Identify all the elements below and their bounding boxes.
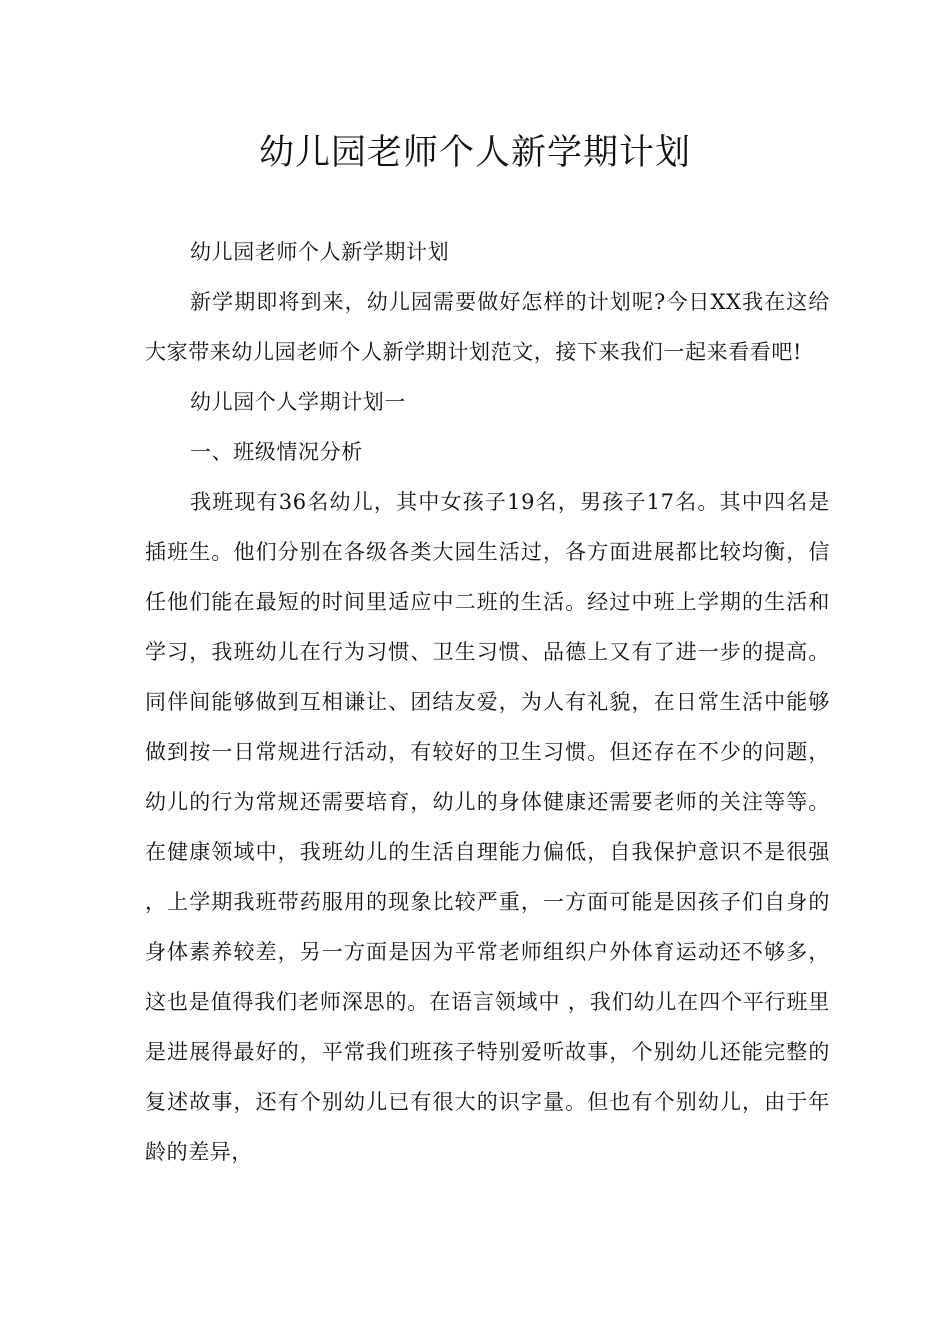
document-title: 幼儿园老师个人新学期计划 bbox=[258, 133, 691, 173]
paragraph-class-analysis: 我班现有36名幼儿，其中女孩子19名，男孩子17名。其中四名是插班生。他们分别在各级各类大园生活过，各方面进展都比较均衡，信任他们能在最短的时间里适应中二班的生活。经过中班上学期的生活和学习，我班幼儿在行为习惯、卫生习惯、品德上又有了进一步的提高。同伴间能够做到互相谦让、团结友爱，为人有礼貌，在日常生活中能够做到按一日常规进行活动，有较好的卫生习惯。但还存在不少的问题，幼儿的行为常规还需要培育，幼儿的身体健康还需要老师的关注等等。在健康领域中，我班幼儿的生活自理能力偏低，自我保护意识不是很强 ，上学期我班带药服用的现象比较严重，一方面可能是因孩子们自身的身体素养较差，另一方面是因为平常老师组织户外体育运动还不够多，这也是值得我们老师深思的。在语言领域中 ，我们幼儿在四个平行班里是进展得最好的，平常我们班孩子特别爱听故事，个别幼儿还能完整的复述故事，还有个别幼儿已有很大的识字量。但也有个别幼儿，由于年龄的差异， bbox=[145, 490, 830, 1164]
paragraph-subtitle: 幼儿园老师个人新学期计划 bbox=[190, 240, 450, 264]
document-body bbox=[145, 227, 830, 1177]
paragraph-section-heading: 一、班级情况分析 bbox=[190, 440, 363, 464]
paragraph-intro: 新学期即将到来，幼儿园需要做好怎样的计划呢?今日XX我在这给大家带来幼儿园老师个人新学期计划范文，接下来我们一起来看看吧! bbox=[145, 290, 830, 364]
paragraph-plan-heading: 幼儿园个人学期计划一 bbox=[190, 390, 406, 414]
